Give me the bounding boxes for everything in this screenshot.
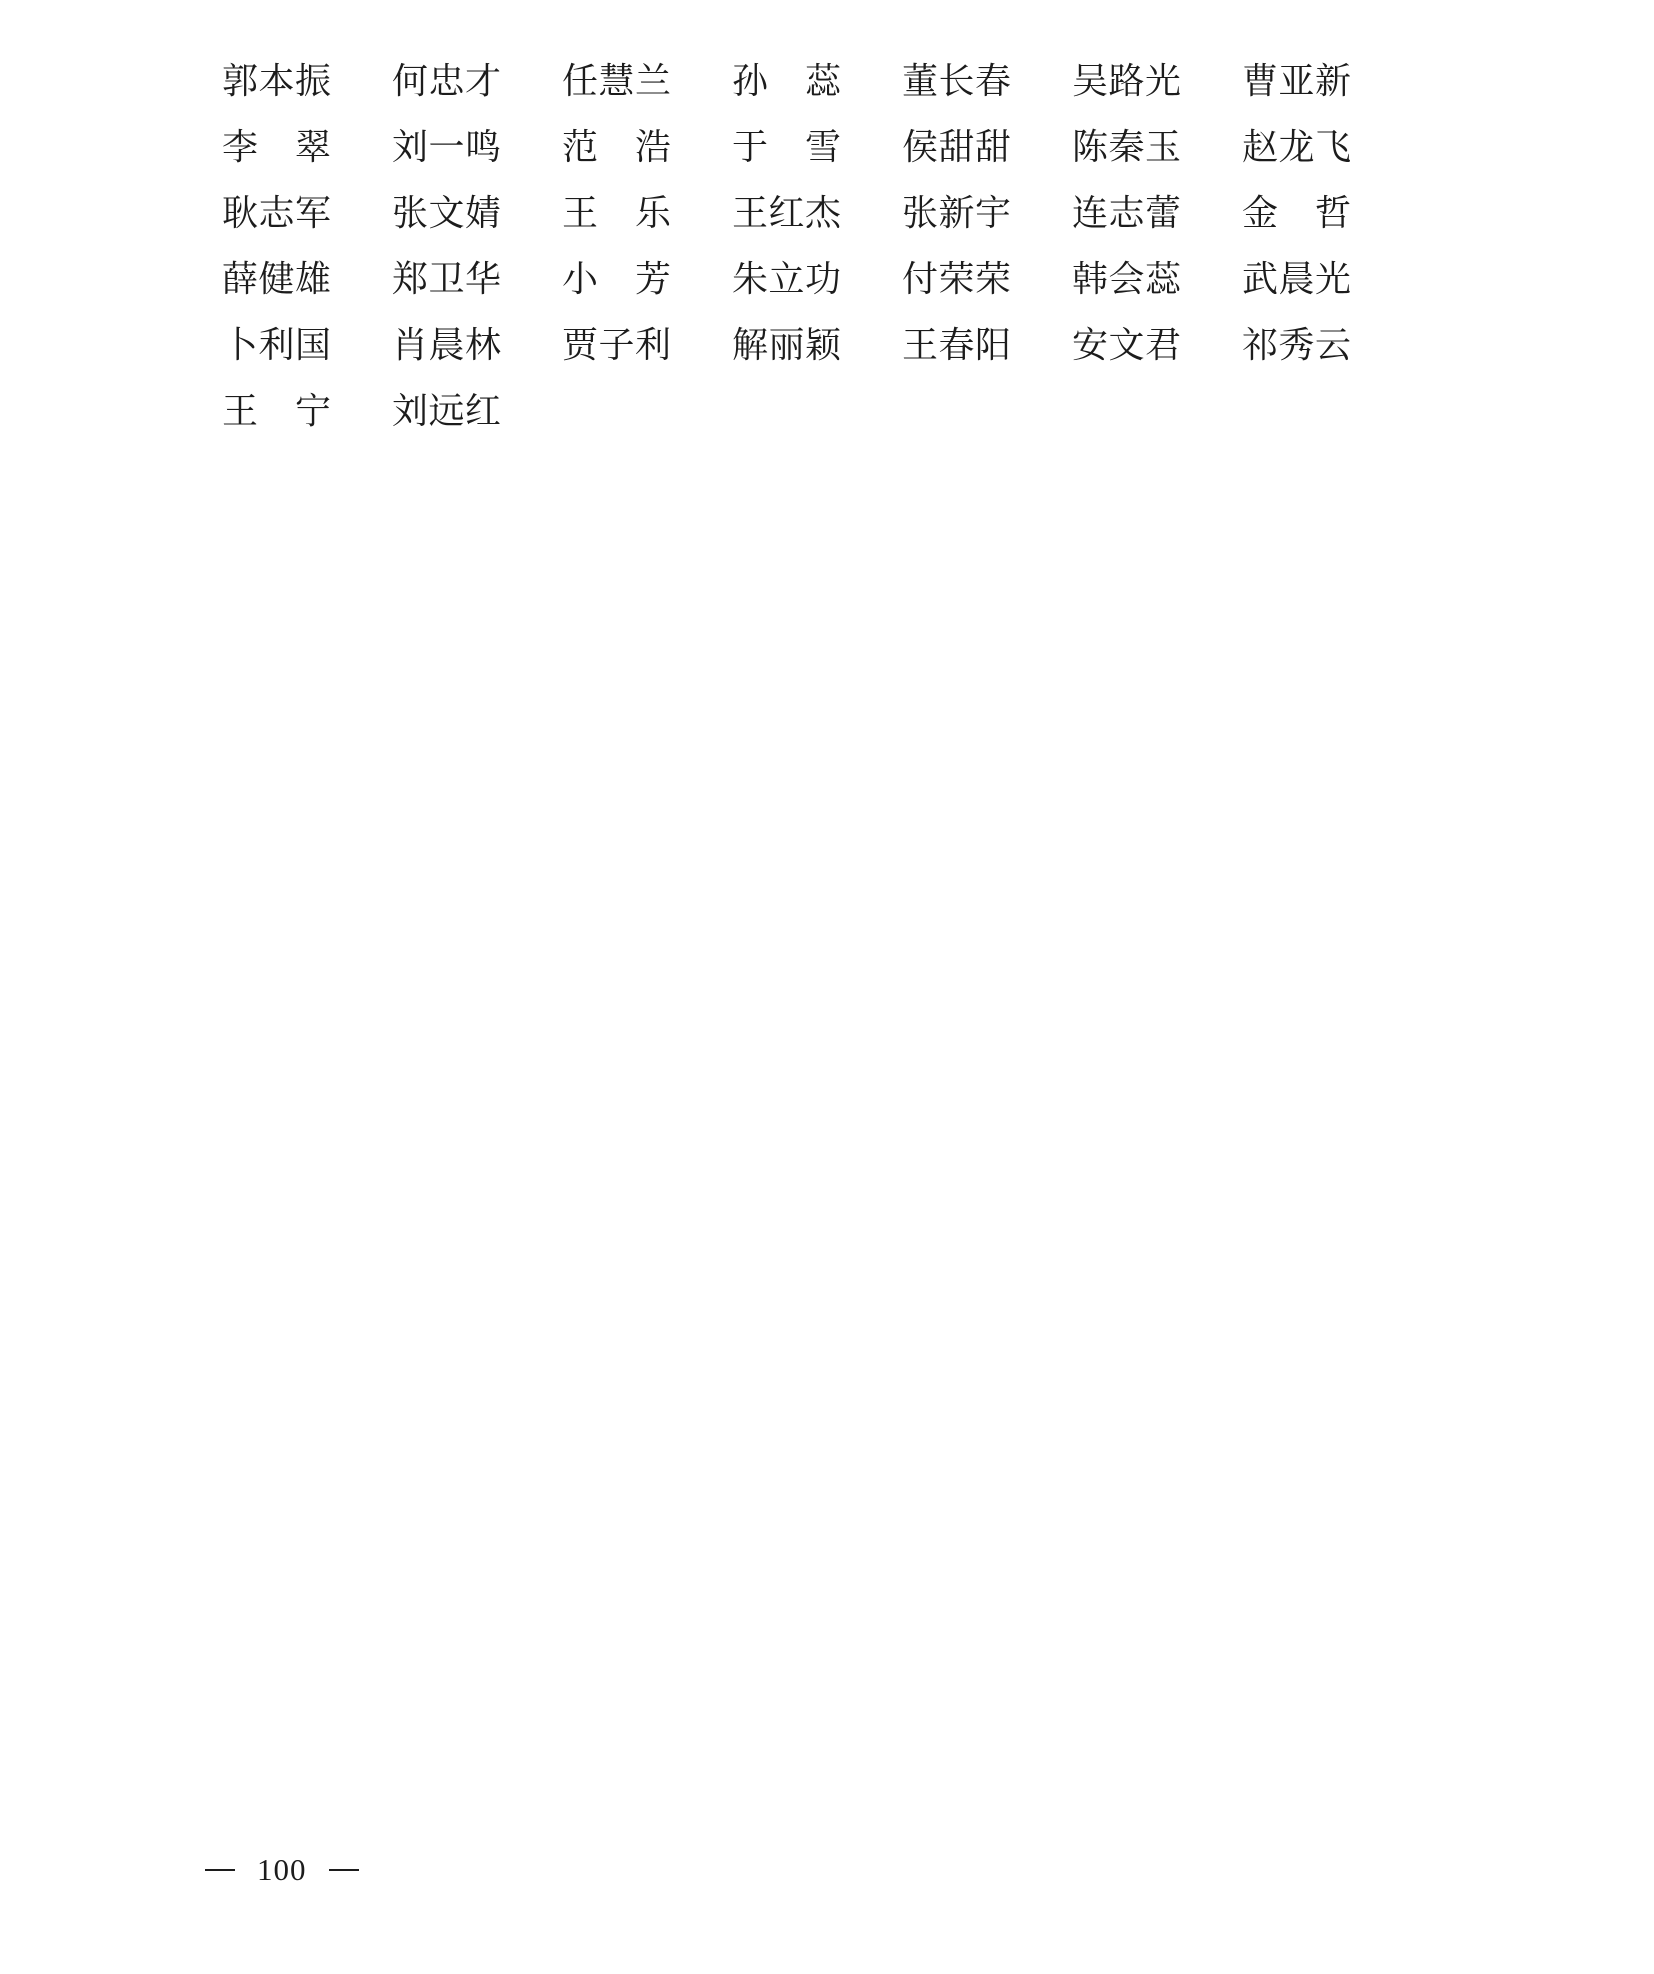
- list-item: 王 乐: [562, 193, 672, 233]
- list-item: 董长春: [902, 61, 1012, 101]
- list-item: 王春阳: [902, 325, 1012, 365]
- list-item: 肖晨林: [392, 325, 502, 365]
- list-item: 侯甜甜: [902, 127, 1012, 167]
- list-item: 贾子利: [562, 325, 672, 365]
- list-item: 韩会蕊: [1072, 259, 1182, 299]
- list-item: 张文婧: [392, 193, 502, 233]
- list-item: 金 哲: [1242, 193, 1352, 233]
- name-list-grid: [222, 48, 1412, 444]
- list-item: 小 芳: [562, 259, 672, 299]
- list-item: 安文君: [1072, 325, 1182, 365]
- list-item: 何忠才: [392, 61, 502, 101]
- list-item: 耿志军: [222, 193, 332, 233]
- page-footer: [0, 1850, 1654, 1890]
- list-item: 孙 蕊: [732, 61, 842, 101]
- list-item: 刘远红: [392, 391, 502, 431]
- list-item: 曹亚新: [1242, 61, 1352, 101]
- list-item: 任慧兰: [562, 61, 672, 101]
- list-item: 郑卫华: [392, 259, 502, 299]
- list-item: 连志蕾: [1072, 193, 1182, 233]
- list-item: 王 宁: [222, 391, 332, 431]
- footer-left-dash: [205, 1869, 235, 1871]
- list-item: 赵龙飞: [1242, 127, 1352, 167]
- list-item: 李 翠: [222, 127, 332, 167]
- footer-right-dash: [329, 1869, 359, 1871]
- list-item: 解丽颖: [732, 325, 842, 365]
- list-item: 刘一鸣: [392, 127, 502, 167]
- list-item: 卜利国: [222, 325, 332, 365]
- list-item: 朱立功: [732, 259, 842, 299]
- list-item: 张新宇: [902, 193, 1012, 233]
- list-item: 武晨光: [1242, 259, 1352, 299]
- list-item: 范 浩: [562, 127, 672, 167]
- list-item: 付荣荣: [902, 259, 1012, 299]
- list-item: 王红杰: [732, 193, 842, 233]
- list-item: 吴路光: [1072, 61, 1182, 101]
- page-number: 100: [257, 1852, 307, 1887]
- list-item: 薛健雄: [222, 259, 332, 299]
- list-item: 陈秦玉: [1072, 127, 1182, 167]
- list-item: 郭本振: [222, 61, 332, 101]
- list-item: 于 雪: [732, 127, 842, 167]
- list-item: 祁秀云: [1242, 325, 1352, 365]
